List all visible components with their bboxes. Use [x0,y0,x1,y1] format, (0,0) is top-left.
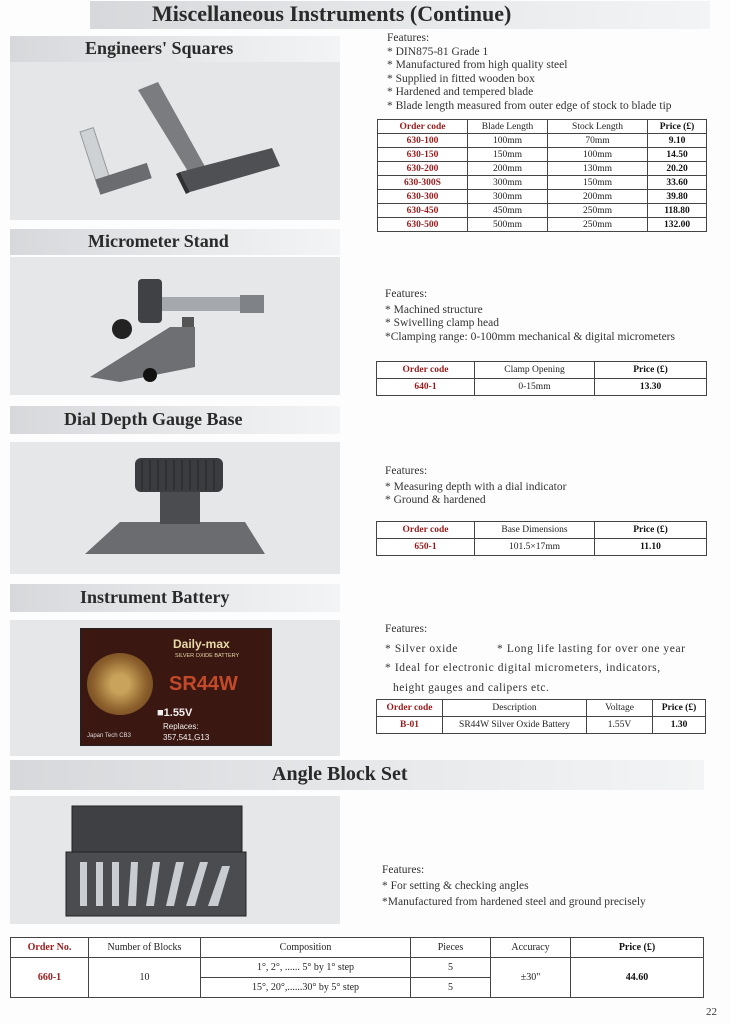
cell-stock: 200mm [548,190,648,204]
table-header-row [378,120,707,134]
cell-stock: 150mm [548,176,648,190]
table-row [378,148,707,162]
battery-model: SR44W [169,673,238,695]
table-row [378,134,707,148]
depth-title: Dial Depth Gauge Base [64,409,243,429]
angle-features-heading: Features: [382,864,425,876]
depth-features [385,465,566,508]
col-accuracy: Accuracy [491,938,571,958]
micrometer-features-heading: Features: [385,288,428,300]
col-pieces: Pieces [411,938,491,958]
cell-order-no: 660-1 [11,958,89,998]
col-price: Price (£) [571,938,704,958]
cell-price: 118.80 [648,204,707,218]
cell-pieces-1: 5 [411,958,491,978]
col-order-no: Order No. [11,938,89,958]
battery-maker: Japan Tech CB3 [87,733,131,739]
col-price: Price (£) [648,120,707,134]
table-header-row [11,938,704,958]
depth-features-heading: Features: [385,465,428,477]
squares-title: Engineers' Squares [85,38,234,58]
table-row [377,379,707,396]
battery-voltage: ■1.55V [157,707,193,719]
squares-feature-5: * Blade length measured from outer edge of stock to blade tip [387,99,672,112]
cell-code: 630-200 [378,162,468,176]
cell-code: 650-1 [377,539,475,556]
cell-price: 20.20 [648,162,707,176]
table-row [377,717,706,734]
squares-feature-2: * Manufactured from high quality steel [387,59,568,72]
cell-stock: 250mm [548,204,648,218]
squares-features [387,32,672,114]
table-header-row [377,522,707,539]
squares-table [377,119,707,232]
col-order-code: Order code [377,522,475,539]
col-stock-length: Stock Length [548,120,648,134]
battery-codes: 357,541,G13 [163,733,210,742]
micrometer-title: Micrometer Stand [88,231,229,251]
cell-price: 44.60 [571,958,704,998]
cell-stock: 250mm [548,218,648,232]
table-row [378,190,707,204]
cell-code: 630-150 [378,148,468,162]
col-price: Price (£) [595,522,707,539]
cell-stock: 70mm [548,134,648,148]
micrometer-feature-1: * Machined structure [385,303,483,316]
angle-feature-1: * For setting & checking angles [382,880,529,892]
col-composition: Composition [201,938,411,958]
battery-sub: SILVER OXIDE BATTERY [175,653,240,659]
angle-feature-2: *Manufactured from hardened steel and ground precisely [382,896,646,908]
cell-blade: 450mm [468,204,548,218]
squares-feature-4: * Hardened and tempered blade [387,86,534,99]
cell-accuracy: ±30" [491,958,571,998]
cell-price: 39.80 [648,190,707,204]
table-row [378,204,707,218]
col-base-dimensions: Base Dimensions [475,522,595,539]
cell-composition-2: 15°, 20°,......30° by 5° step [201,978,411,998]
angle-title: Angle Block Set [272,763,408,785]
col-voltage: Voltage [587,700,653,717]
squares-features-heading: Features: [387,32,430,44]
table-row [378,176,707,190]
angle-features [382,862,646,910]
cell-voltage: 1.55V [587,717,653,734]
battery-feature-3: * Ideal for electronic digital micrometers, indicators, [385,662,661,674]
angle-table [10,937,704,998]
depth-feature-1: * Measuring depth with a dial indicator [385,480,567,493]
cell-number-of-blocks: 10 [89,958,201,998]
battery-image [10,620,340,756]
cell-blade: 150mm [468,148,548,162]
cell-code: B-01 [377,717,443,734]
page-number: 22 [706,1006,717,1018]
cell-code: 630-450 [378,204,468,218]
cell-description: SR44W Silver Oxide Battery [443,717,587,734]
col-number-of-blocks: Number of Blocks [89,938,201,958]
cell-code: 640-1 [377,379,475,396]
battery-cell [87,653,153,715]
depth-table [376,521,707,556]
depth-gauge-base-image [10,442,340,574]
battery-feature-2: * Long life lasting for over one year [497,642,686,655]
col-price: Price (£) [595,362,707,379]
cell-pieces-2: 5 [411,978,491,998]
battery-feature-1: * Silver oxide [385,642,458,655]
battery-table [376,699,706,734]
col-description: Description [443,700,587,717]
col-order-code: Order code [377,362,475,379]
table-header-row [377,362,707,379]
battery-feature-4: height gauges and calipers etc. [393,681,550,694]
angle-block-set-image [10,796,340,924]
cell-composition-1: 1°, 2°, ...... 5° by 1° step [201,958,411,978]
cell-price: 132.00 [648,218,707,232]
cell-blade: 300mm [468,176,548,190]
col-price: Price (£) [653,700,706,717]
cell-blade: 200mm [468,162,548,176]
squares-feature-1: * DIN875-81 Grade 1 [387,45,489,58]
cell-blade: 100mm [468,134,548,148]
cell-price: 13.30 [595,379,707,396]
cell-code: 630-500 [378,218,468,232]
table-row [378,218,707,232]
battery-replaces: Replaces: [163,722,199,731]
cell-price: 9.10 [648,134,707,148]
squares-feature-3: * Supplied in fitted wooden box [387,72,535,85]
cell-blade: 300mm [468,190,548,204]
micrometer-feature-2: * Swivelling clamp head [385,317,500,330]
battery-features [385,620,686,698]
table-row [11,958,704,978]
cell-code: 630-300S [378,176,468,190]
cell-code: 630-300 [378,190,468,204]
cell-clamp: 0-15mm [475,379,595,396]
micrometer-table [376,361,707,396]
battery-package [80,628,272,746]
col-order-code: Order code [377,700,443,717]
battery-title: Instrument Battery [80,587,230,607]
cell-price: 33.60 [648,176,707,190]
cell-blade: 500mm [468,218,548,232]
cell-stock: 100mm [548,148,648,162]
micrometer-feature-3: *Clamping range: 0-100mm mechanical & digital micrometers [385,330,675,343]
table-row [378,162,707,176]
depth-feature-2: * Ground & hardened [385,494,486,507]
battery-brand: Daily-max [173,637,230,651]
col-order-code: Order code [378,120,468,134]
col-blade-length: Blade Length [468,120,548,134]
cell-price: 11.10 [595,539,707,556]
cell-stock: 130mm [548,162,648,176]
battery-feature-row [385,640,686,660]
col-clamp-opening: Clamp Opening [475,362,595,379]
engineers-square-image [10,62,340,220]
table-header-row [377,700,706,717]
table-row [377,539,707,556]
micrometer-stand-image [10,257,340,395]
micrometer-features [385,288,675,344]
cell-price: 14.50 [648,148,707,162]
cell-price: 1.30 [653,717,706,734]
cell-code: 630-100 [378,134,468,148]
cell-base: 101.5×17mm [475,539,595,556]
page-title: Miscellaneous Instruments (Continue) [152,1,512,26]
battery-features-heading: Features: [385,623,428,635]
